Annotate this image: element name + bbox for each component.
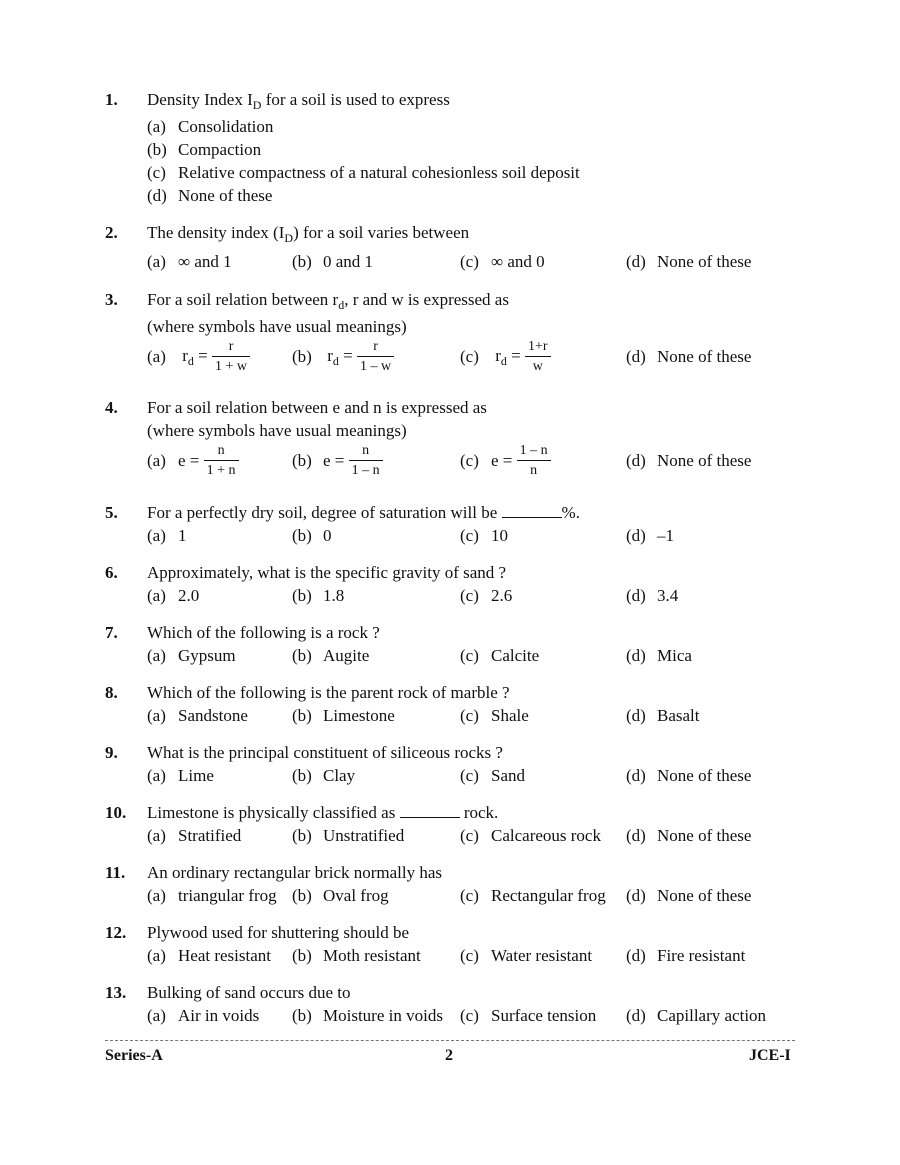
option-a: (a) triangular frog (147, 886, 277, 905)
option-d: (d) Basalt (626, 706, 700, 725)
option-a: (a) ∞ and 1 (147, 252, 232, 271)
option-d: (d) None of these (626, 886, 752, 905)
option-c: (c) ∞ and 0 (460, 252, 545, 271)
option-b: (b) Unstratified (292, 826, 405, 845)
option-c: (c) 10 (460, 526, 508, 545)
option-a: (a) $r_d$ = $\frac{r}{1 + w}$ (147, 339, 250, 375)
fraction: $\frac{1 - n}{n}$ (517, 443, 551, 479)
footer-page-number: 2 (445, 1047, 453, 1064)
option-c: (c) Calcite (460, 646, 540, 665)
question-stem-note: (where symbols have usual meanings) (147, 317, 407, 336)
fraction: $\frac{r}{1 + w}$ (212, 339, 250, 375)
option-a: (a) Sandstone (147, 706, 248, 725)
question-stem: Bulking of sand occurs due to (147, 983, 351, 1002)
option-b: (b) e = $\frac{n}{1 - n}$ (292, 443, 383, 479)
question-stem: For a perfectly dry soil, degree of saturation will be %. (147, 503, 580, 522)
fraction: $\frac{n}{1 - n}$ (349, 443, 383, 479)
question-stem-note: (where symbols have usual meanings) (147, 421, 407, 440)
option-c: (c) $r_d$ = $\frac{1+r}{w}$ (460, 339, 551, 375)
option-c: (c) Sand (460, 766, 525, 785)
blank-line (502, 503, 562, 518)
question-stem: For a soil relation between $r_d$, r and w is expressed as (147, 290, 509, 312)
question-stem: The density index $(I_D)$ for a soil varies between (147, 223, 470, 245)
footer-divider (105, 1040, 795, 1041)
option-c: (c) Surface tension (460, 1006, 597, 1025)
option-b: (b) 1.8 (292, 586, 345, 605)
question-stem: Limestone is physically classified as rock. (147, 803, 499, 822)
option-d: (d) None of these (626, 826, 752, 845)
footer-series: Series-A (105, 1047, 163, 1064)
fraction: $\frac{r}{1 - w}$ (357, 339, 394, 375)
option-b: (b) Moisture in voids (292, 1006, 443, 1025)
question-stem: Approximately, what is the specific gravity of sand ? (147, 563, 507, 582)
question-number: 9. (105, 743, 118, 762)
question-stem: Plywood used for shuttering should be (147, 923, 410, 942)
option-b: (b) 0 and 1 (292, 252, 374, 271)
fraction: $\frac{n}{1 + n}$ (204, 443, 239, 479)
option-c: (c) Shale (460, 706, 529, 725)
option-c: (c) e = $\frac{1 - n}{n}$ (460, 443, 551, 479)
question-number: 4. (105, 398, 118, 417)
question-number: 10. (105, 803, 127, 822)
question-stem: For a soil relation between e and n is expressed as (147, 398, 487, 417)
option-d: (d) None of these (626, 766, 752, 785)
question-number: 11. (105, 863, 126, 882)
option-b: (b) Clay (292, 766, 356, 785)
question-number: 3. (105, 290, 118, 309)
question-number: 8. (105, 683, 118, 702)
option-c: (c) 2.6 (460, 586, 513, 605)
option-c: (c) Water resistant (460, 946, 593, 965)
option-d: (d) None of these (626, 347, 752, 366)
question-stem: Density Index $I_D$ for a soil is used to express (147, 90, 450, 112)
option-b: (b) Oval frog (292, 886, 389, 905)
question-number: 2. (105, 223, 118, 242)
question-number: 1. (105, 90, 118, 109)
option-c: (c) Calcareous rock (460, 826, 601, 845)
option-a: (a) Consolidation (147, 117, 274, 136)
option-a: (a) Air in voids (147, 1006, 260, 1025)
question-stem: What is the principal constituent of siliceous rocks ? (147, 743, 503, 762)
option-a: (a) Lime (147, 766, 214, 785)
option-a: (a) 1 (147, 526, 187, 545)
option-d: (d) None of these (147, 186, 273, 205)
option-b: (b) Augite (292, 646, 370, 665)
question-stem: Which of the following is a rock ? (147, 623, 380, 642)
option-b: (b) Moth resistant (292, 946, 421, 965)
option-d: (d) 3.4 (626, 586, 679, 605)
question-stem: Which of the following is the parent rock of marble ? (147, 683, 510, 702)
question-stem: An ordinary rectangular brick normally has (147, 863, 443, 882)
question-number: 7. (105, 623, 118, 642)
option-d: (d) –1 (626, 526, 674, 545)
option-d: (d) Mica (626, 646, 692, 665)
option-c: (c) Rectangular frog (460, 886, 606, 905)
option-a: (a) e = $\frac{n}{1 + n}$ (147, 443, 239, 479)
option-d: (d) None of these (626, 451, 752, 470)
option-d: (d) Capillary action (626, 1006, 767, 1025)
option-a: (a) Heat resistant (147, 946, 271, 965)
question-number: 5. (105, 503, 118, 522)
question-number: 13. (105, 983, 127, 1002)
option-b: (b) Limestone (292, 706, 395, 725)
option-d: (d) Fire resistant (626, 946, 746, 965)
option-b: (b) 0 (292, 526, 332, 545)
option-b: (b) $r_d$ = $\frac{r}{1 - w}$ (292, 339, 394, 375)
option-a: (a) 2.0 (147, 586, 200, 605)
question-number: 6. (105, 563, 118, 582)
option-d: (d) None of these (626, 252, 752, 271)
question-number: 12. (105, 923, 127, 942)
fraction: $\frac{1+r}{w}$ (525, 339, 551, 375)
blank-line (400, 803, 460, 818)
option-a: (a) Stratified (147, 826, 242, 845)
option-a: (a) Gypsum (147, 646, 236, 665)
option-c: (c) Relative compactness of a natural cohesionless soil deposit (147, 163, 580, 182)
footer-code: JCE-I (749, 1047, 791, 1064)
option-b: (b) Compaction (147, 140, 262, 159)
